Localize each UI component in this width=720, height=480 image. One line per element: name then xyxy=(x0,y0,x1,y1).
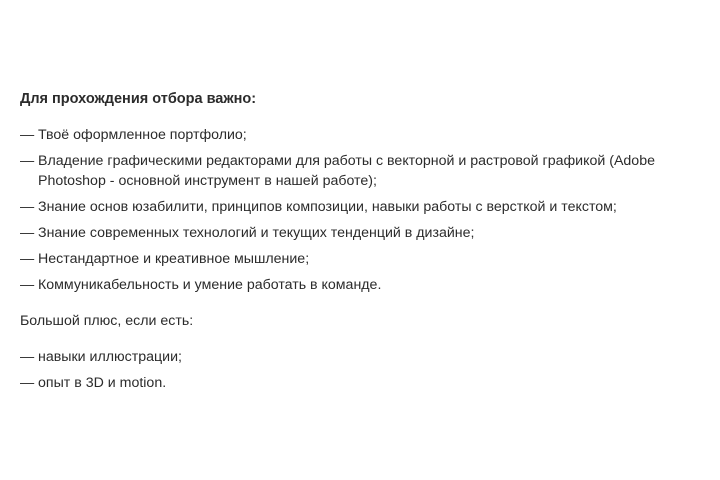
list-item-text: Знание основ юзабилити, принципов композиции, навыки работы с версткой и текстом; xyxy=(38,199,617,215)
dash-marker: — xyxy=(20,127,35,143)
list-item xyxy=(20,373,710,393)
dash-marker: — xyxy=(20,349,35,365)
plus-heading: Большой плюс, если есть: xyxy=(20,313,194,329)
list-item-text: опыт в 3D и motion. xyxy=(38,375,167,391)
list-item xyxy=(20,125,710,145)
list-item xyxy=(20,249,710,269)
list-item-text: Коммуникабельность и умение работать в команде. xyxy=(38,277,382,293)
list-item-text: навыки иллюстрации; xyxy=(38,349,182,365)
list-item xyxy=(20,347,710,367)
vacancy-text xyxy=(20,89,710,399)
requirements-heading: Для прохождения отбора важно: xyxy=(20,91,257,107)
dash-marker: — xyxy=(20,199,35,215)
requirements-list xyxy=(20,125,710,295)
plus-list xyxy=(20,347,710,393)
list-item xyxy=(20,275,710,295)
dash-marker: — xyxy=(20,225,35,241)
list-item-text: Знание современных технологий и текущих тенденций в дизайне; xyxy=(38,225,475,241)
list-item-text: Владение графическими редакторами для работы с векторной и растровой графикой (Adobe Photoshop - основной инструмент в нашей работе); xyxy=(38,153,655,189)
list-item-text: Твоё оформленное портфолио; xyxy=(38,127,247,143)
dash-marker: — xyxy=(20,375,35,391)
dash-marker: — xyxy=(20,277,35,293)
list-item xyxy=(20,223,710,243)
dash-marker: — xyxy=(20,153,35,169)
list-item xyxy=(20,151,710,191)
list-item xyxy=(20,197,710,217)
dash-marker: — xyxy=(20,251,35,267)
list-item-text: Нестандартное и креативное мышление; xyxy=(38,251,310,267)
